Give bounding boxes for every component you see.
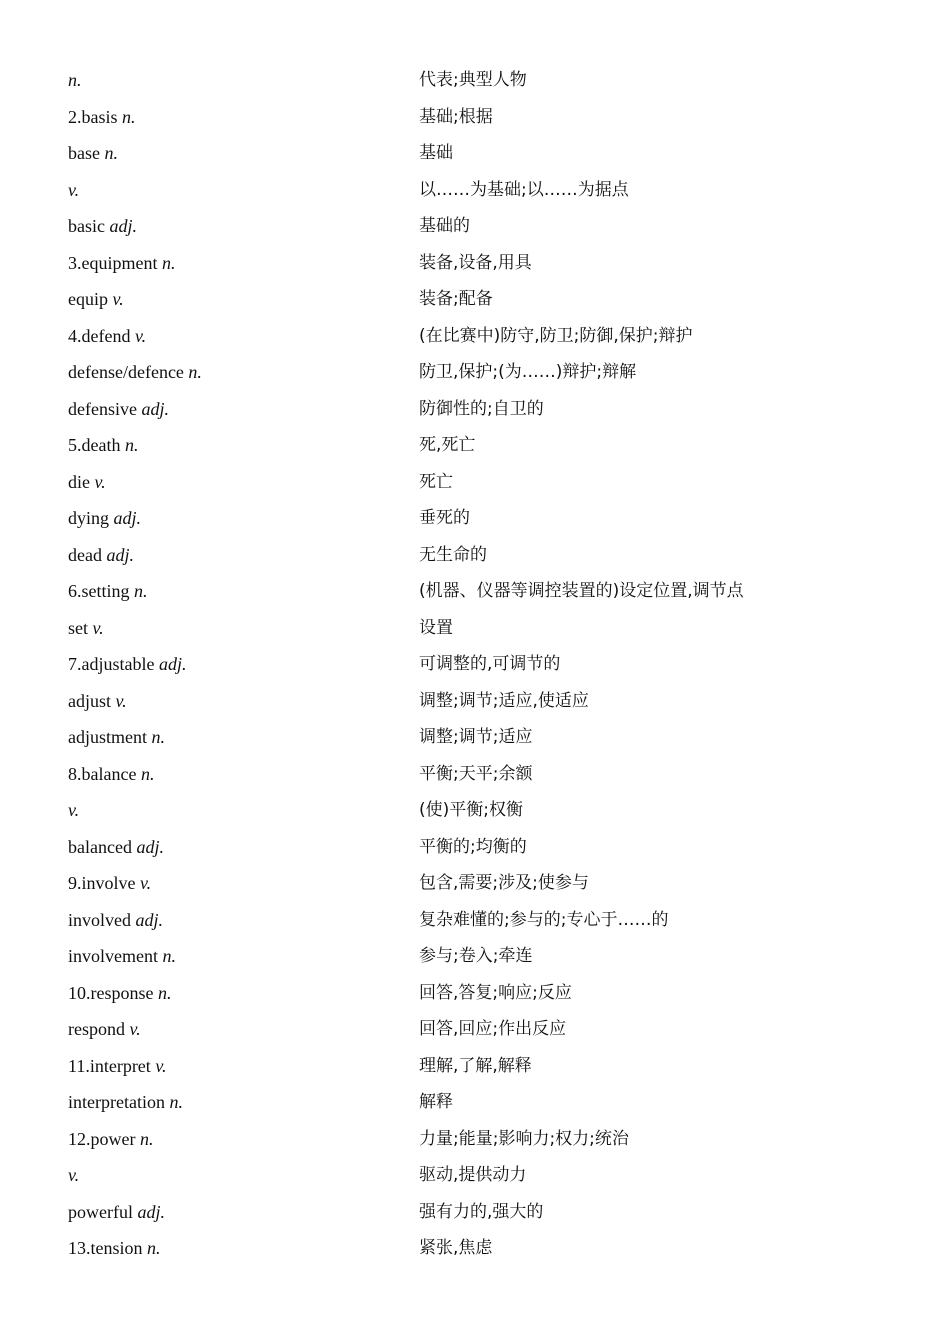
vocab-meaning: 紧张,焦虑: [419, 1238, 493, 1258]
vocab-row: [68, 1011, 888, 1048]
vocab-word: involvement: [68, 946, 158, 966]
vocab-word: 10.response: [68, 982, 154, 1003]
vocab-row: [68, 975, 888, 1012]
vocab-row: [68, 354, 888, 391]
vocab-term: [68, 1236, 161, 1260]
vocab-row: [68, 172, 888, 209]
vocab-word: 2.basis: [68, 106, 118, 127]
vocab-term: [68, 1200, 165, 1224]
vocab-row: [68, 245, 888, 282]
vocab-term: [68, 324, 146, 348]
vocab-row: [68, 1157, 888, 1194]
part-of-speech: adj.: [113, 508, 142, 528]
part-of-speech: adj.: [141, 398, 169, 419]
vocab-meaning: 基础;根据: [419, 106, 493, 127]
part-of-speech: n.: [188, 362, 202, 382]
vocab-term: [68, 1054, 166, 1078]
vocab-row: [68, 610, 888, 647]
vocab-meaning: 垂死的: [419, 508, 470, 528]
vocab-term: [68, 908, 163, 932]
vocab-meaning: 回答,回应;作出反应: [419, 1019, 567, 1039]
part-of-speech: n.: [104, 143, 118, 163]
vocab-row: [68, 683, 888, 720]
part-of-speech: n.: [139, 1128, 154, 1149]
vocab-row: [68, 1048, 888, 1085]
vocab-word: 11.interpret: [68, 1055, 151, 1076]
vocab-meaning: 强有力的,强大的: [419, 1201, 544, 1222]
vocab-word: 8.balance: [68, 763, 137, 784]
vocab-term: [68, 287, 124, 311]
vocab-row: [68, 464, 888, 501]
vocab-row: [68, 573, 888, 610]
vocab-meaning: 可调整的,可调节的: [419, 654, 561, 674]
part-of-speech: n.: [68, 70, 82, 90]
vocab-term: [68, 214, 137, 238]
part-of-speech: n.: [169, 1092, 183, 1112]
vocab-meaning: 防卫,保护;(为……)辩护;辩解: [419, 362, 637, 382]
vocab-row: [68, 938, 888, 975]
vocab-term: [68, 762, 154, 786]
vocab-term: [68, 1163, 79, 1187]
vocab-row: [68, 1194, 888, 1231]
vocab-word: dead: [68, 544, 102, 565]
part-of-speech: adj.: [136, 836, 164, 857]
part-of-speech: v.: [115, 690, 127, 711]
vocab-meaning: (在比赛中)防守,防卫;防御,保护;辩护: [419, 325, 693, 346]
vocab-word: basic: [68, 216, 105, 236]
vocab-word: defense/defence: [68, 362, 184, 382]
vocab-word: 9.involve: [68, 873, 136, 893]
vocab-meaning: 调整;调节;适应,使适应: [419, 690, 589, 711]
vocab-meaning: 包含,需要;涉及;使参与: [419, 873, 589, 893]
vocab-word: dying: [68, 508, 110, 528]
part-of-speech: adj.: [106, 544, 134, 565]
vocab-meaning: 死亡: [419, 471, 453, 492]
vocab-row: [68, 537, 888, 574]
vocab-meaning: 基础: [419, 143, 453, 163]
part-of-speech: v.: [92, 617, 104, 638]
vocab-term: [68, 798, 79, 822]
part-of-speech: n.: [151, 727, 165, 747]
vocab-meaning: (使)平衡;权衡: [419, 800, 523, 820]
vocab-term: [68, 1127, 153, 1151]
vocab-term: [68, 944, 176, 968]
vocab-word: involved: [68, 909, 131, 930]
vocab-term: [68, 470, 106, 494]
vocab-meaning: 平衡;天平;余额: [419, 763, 533, 784]
vocab-meaning: 驱动,提供动力: [419, 1165, 527, 1185]
vocab-meaning: 代表;典型人物: [419, 70, 527, 90]
vocab-term: [68, 981, 171, 1005]
vocab-term: [68, 105, 136, 129]
vocab-meaning: 参与;卷入;牵连: [419, 946, 533, 966]
vocab-row: [68, 829, 888, 866]
vocab-term: [68, 506, 141, 530]
vocab-word: base: [68, 143, 100, 163]
vocab-word: defensive: [68, 398, 137, 419]
part-of-speech: n.: [122, 106, 136, 127]
vocab-term: [68, 251, 175, 275]
part-of-speech: n.: [134, 581, 148, 601]
part-of-speech: v.: [155, 1055, 167, 1076]
vocab-meaning: 复杂难懂的;参与的;专心于……的: [419, 909, 669, 930]
vocab-meaning: 无生命的: [419, 544, 487, 565]
vocab-term: [68, 433, 138, 457]
vocab-word: interpretation: [68, 1092, 165, 1112]
part-of-speech: n.: [124, 435, 139, 455]
vocab-term: [68, 652, 187, 676]
vocab-row: [68, 427, 888, 464]
vocab-term: [68, 397, 169, 421]
vocab-row: [68, 646, 888, 683]
vocab-term: [68, 579, 148, 603]
vocab-meaning: (机器、仪器等调控装置的)设定位置,调节点: [419, 581, 744, 601]
vocab-meaning: 力量;能量;影响力;权力;统治: [419, 1128, 629, 1149]
vocab-row: [68, 792, 888, 829]
vocab-meaning: 回答,答复;响应;反应: [419, 982, 572, 1003]
vocab-term: [68, 141, 118, 165]
vocab-term: [68, 689, 127, 713]
vocab-word: adjust: [68, 690, 111, 711]
vocabulary-list: [68, 62, 888, 1267]
vocab-row: [68, 208, 888, 245]
vocab-row: [68, 719, 888, 756]
vocab-term: [68, 616, 104, 640]
vocab-word: 6.setting: [68, 581, 130, 601]
vocab-word: balanced: [68, 836, 132, 857]
part-of-speech: v.: [68, 1165, 80, 1185]
part-of-speech: n.: [161, 252, 176, 273]
vocab-word: 13.tension: [68, 1238, 143, 1258]
part-of-speech: v.: [129, 1019, 141, 1039]
vocab-word: 5.death: [68, 435, 121, 455]
vocab-meaning: 理解,了解,解释: [419, 1055, 532, 1076]
vocab-term: [68, 68, 82, 92]
vocab-meaning: 装备,设备,用具: [419, 252, 532, 273]
vocab-row: [68, 1121, 888, 1158]
vocab-meaning: 平衡的;均衡的: [419, 836, 527, 857]
vocab-word: powerful: [68, 1201, 133, 1222]
vocab-term: [68, 835, 164, 859]
part-of-speech: v.: [140, 873, 152, 893]
vocab-term: [68, 543, 134, 567]
vocab-row: [68, 1084, 888, 1121]
vocab-meaning: 死,死亡: [419, 435, 476, 455]
vocab-word: 7.adjustable: [68, 654, 155, 674]
part-of-speech: n.: [157, 982, 172, 1003]
vocab-word: adjustment: [68, 727, 147, 747]
vocab-term: [68, 1090, 183, 1114]
part-of-speech: adj.: [135, 909, 164, 930]
part-of-speech: v.: [68, 179, 80, 200]
vocab-row: [68, 135, 888, 172]
vocab-meaning: 装备;配备: [419, 289, 493, 309]
vocab-row: [68, 318, 888, 355]
vocab-row: [68, 865, 888, 902]
vocab-term: [68, 360, 202, 384]
vocab-meaning: 解释: [419, 1092, 453, 1112]
vocab-meaning: 设置: [419, 617, 453, 638]
part-of-speech: adj.: [109, 216, 137, 236]
part-of-speech: adj.: [158, 654, 187, 674]
vocab-word: set: [68, 617, 88, 638]
vocab-meaning: 以……为基础;以……为据点: [419, 179, 629, 200]
vocab-word: 3.equipment: [68, 252, 158, 273]
vocab-term: [68, 871, 151, 895]
vocab-meaning: 防御性的;自卫的: [419, 398, 544, 419]
part-of-speech: v.: [134, 325, 147, 346]
vocab-word: die: [68, 471, 90, 492]
vocab-word: 4.defend: [68, 325, 131, 346]
vocab-word: respond: [68, 1019, 125, 1039]
vocab-term: [68, 725, 165, 749]
part-of-speech: adj.: [137, 1201, 165, 1222]
vocab-row: [68, 391, 888, 428]
vocab-row: [68, 902, 888, 939]
vocab-term: [68, 1017, 141, 1041]
part-of-speech: v.: [68, 800, 80, 820]
vocab-meaning: 调整;调节;适应: [419, 727, 533, 747]
vocab-word: equip: [68, 289, 108, 309]
part-of-speech: n.: [162, 946, 176, 966]
vocab-row: [68, 756, 888, 793]
part-of-speech: v.: [112, 289, 124, 309]
part-of-speech: n.: [147, 1238, 161, 1258]
vocab-row: [68, 1230, 888, 1267]
part-of-speech: v.: [94, 471, 106, 492]
vocab-row: [68, 500, 888, 537]
vocab-term: [68, 178, 79, 202]
vocab-meaning: 基础的: [419, 216, 470, 236]
part-of-speech: n.: [140, 763, 155, 784]
vocab-row: [68, 281, 888, 318]
vocab-row: [68, 99, 888, 136]
vocab-row: [68, 62, 888, 99]
vocab-word: 12.power: [68, 1128, 136, 1149]
